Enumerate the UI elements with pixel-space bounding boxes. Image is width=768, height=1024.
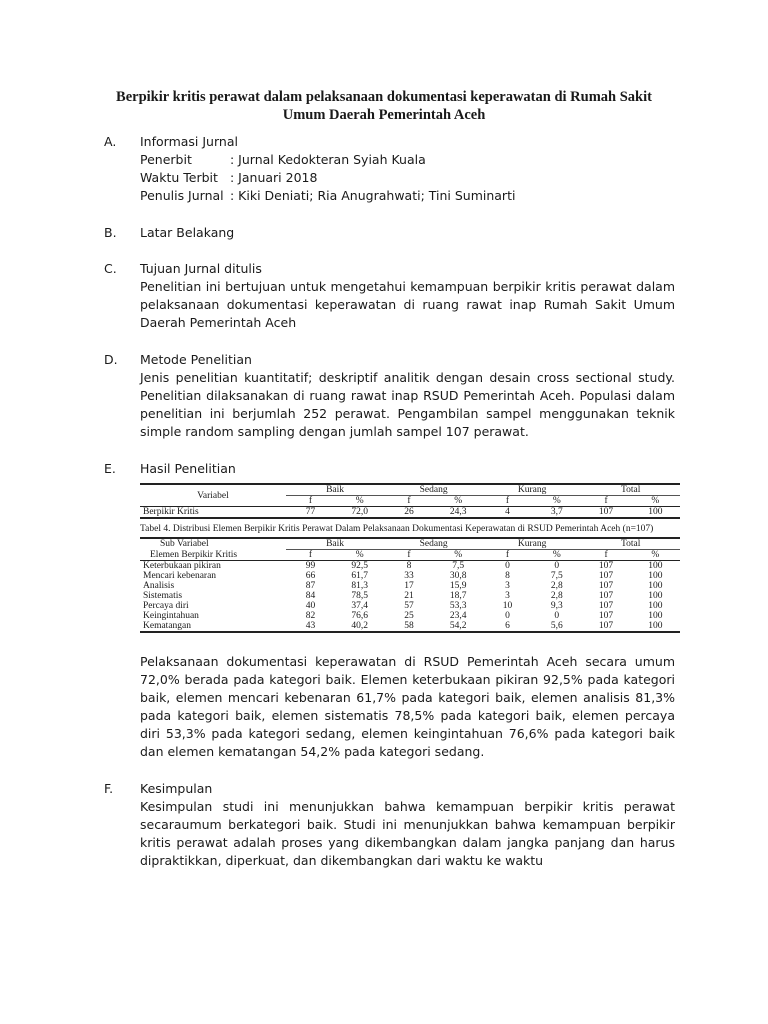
table-cell: 100 (648, 581, 663, 591)
row-label: Sistematis (143, 591, 183, 601)
row-label: Percaya diri (143, 601, 189, 611)
table-cell: 100 (648, 621, 663, 631)
table-cell: 99 (305, 561, 316, 571)
table-cell: 107 (598, 581, 614, 591)
table-cell: 100 (648, 601, 663, 611)
table-cell: 72,0 (351, 507, 369, 517)
sub-header-f: f (483, 550, 532, 561)
table-cell: 81,3 (351, 581, 369, 591)
table-cell: 3 (505, 581, 510, 591)
sub-header-f: f (384, 550, 433, 561)
table-cell: 24,3 (449, 507, 467, 517)
table-cell: 78,5 (351, 591, 369, 601)
table-row (140, 611, 680, 621)
section-letter: C. (104, 261, 117, 276)
table-cell: 43 (305, 621, 316, 631)
table-cell: 15,9 (449, 581, 467, 591)
table-cell: 40 (305, 601, 316, 611)
table-cell: 2,8 (550, 581, 563, 591)
table-cell: 0 (505, 611, 510, 621)
table-cell: 3 (505, 591, 510, 601)
table-row (140, 507, 680, 519)
row-label: Keingintahuan (143, 611, 199, 621)
table-row (140, 591, 680, 601)
section-letter: E. (104, 461, 116, 476)
table-cell: 8 (406, 561, 412, 571)
sub-header-pct: % (434, 550, 483, 561)
table-cell: 5,6 (550, 621, 563, 631)
sub-header-pct: % (335, 496, 384, 507)
table-cell: 100 (648, 507, 663, 517)
table-cell: 87 (305, 581, 316, 591)
table-cell: 76,6 (351, 611, 369, 621)
table-cell: 25 (404, 611, 414, 621)
sub-header-pct: % (631, 496, 680, 507)
title-line-2: Umum Daerah Pemerintah Aceh (282, 107, 486, 123)
table-cell: 21 (404, 591, 414, 601)
section-letter: A. (104, 134, 117, 149)
table-cell: 4 (505, 507, 510, 517)
table-cell: 0 (554, 561, 560, 571)
column-header-variable: Variabel (140, 484, 286, 507)
journal-info (140, 151, 515, 205)
table-cell: 7,5 (452, 561, 465, 571)
elements-table-body (140, 561, 680, 633)
info-key: Waktu Terbit (140, 170, 218, 185)
table-cell: 100 (648, 561, 663, 571)
table-cell: 7,5 (550, 571, 563, 581)
column-header-group: Baik (286, 484, 385, 496)
info-value: : Jurnal Kedokteran Syiah Kuala (230, 152, 426, 167)
table-cell: 107 (598, 621, 614, 631)
table-cell: 100 (648, 591, 663, 601)
row-label: Mencari kebenaran (143, 571, 217, 581)
table-cell: 2,8 (550, 591, 563, 601)
info-row-date (140, 169, 515, 187)
section-letter: D. (104, 352, 118, 367)
table-cell: 0 (505, 561, 510, 571)
table-cell: 37,4 (351, 601, 369, 611)
table-row (140, 601, 680, 611)
table-cell: 107 (598, 561, 614, 571)
sub-header-f: f (581, 550, 630, 561)
sub-header-pct: % (631, 550, 680, 561)
column-header-subvariable: Sub Variabel (160, 539, 209, 550)
column-header-elements: Elemen Berpikir Kritis (140, 550, 286, 561)
table-cell: 33 (404, 571, 414, 581)
info-value: : Januari 2018 (230, 170, 318, 185)
section-paragraph: Kesimpulan studi ini menunjukkan bahwa kemampuan berpikir kritis perawat secaraumum berkategori baik. Studi ini menunjukkan bahwa kemampuan berpikir kritis perawat adalah proses yang dikembangkan dalam jangka panjang dan harus dipraktikkan, diperkuat, dan dikembangkan dari waktu ke waktu (140, 799, 675, 868)
info-row-publisher (140, 151, 515, 169)
table-cell: 23,4 (449, 611, 467, 621)
row-label: Analisis (143, 581, 175, 591)
table-cell: 66 (305, 571, 316, 581)
section-paragraph: Penelitian ini bertujuan untuk mengetahui kemampuan berpikir kritis perawat dalam pelaksanaan dokumentasi keperawatan di ruang rawat inap Rumah Sakit Umum Daerah Pemerintah Aceh (140, 279, 675, 330)
table-cell: 58 (404, 621, 414, 631)
section-heading: Kesimpulan (140, 781, 213, 796)
section-letter: B. (104, 225, 117, 240)
column-header-group: Sedang (384, 484, 483, 496)
results-table-summary (140, 483, 680, 633)
section-heading: Informasi Jurnal (140, 134, 238, 149)
table-cell: 107 (598, 571, 614, 581)
sub-header-f: f (483, 496, 532, 507)
row-label: Keterbukaan pikiran (143, 561, 221, 571)
sub-header-f: f (581, 496, 630, 507)
table-cell: 9,3 (550, 601, 563, 611)
row-label: Berpikir Kritis (143, 507, 199, 517)
info-row-authors (140, 187, 515, 205)
section-paragraph: Jenis penelitian kuantitatif; deskriptif analitik dengan desain cross sectional study. Penelitian dilaksanakan di ruang rawat inap RSUD Pemerintah Aceh. Populasi dalam penelitian ini berjumlah 252 perawat. Pengambilan sampel menggunakan teknik simple random sampling dengan jumlah sampel 107 perawat. (140, 370, 675, 439)
table-row (140, 561, 680, 572)
table-cell: 100 (648, 571, 663, 581)
table-cell: 0 (554, 611, 560, 621)
table-cell: 8 (505, 571, 510, 581)
table-cell: 57 (404, 601, 414, 611)
section-paragraph: Pelaksanaan dokumentasi keperawatan di RSUD Pemerintah Aceh secara umum 72,0% berada pada kategori baik. Elemen keterbukaan pikiran 92,5% pada kategori baik, elemen mencari kebenaran 61,7% pada kategori baik, elemen analisis 81,3% pada kategori baik, elemen sistematis 78,5% pada kategori baik, elemen percaya diri 53,3% pada kategori sedang, elemen keingintahuan 76,6% pada kategori baik dan elemen kematangan 54,2% pada kategori sedang. (140, 654, 675, 759)
column-header-group: Kurang (483, 538, 582, 550)
table-cell: 77 (305, 507, 316, 517)
summary-table (140, 483, 680, 519)
sub-header-pct: % (532, 550, 581, 561)
table-cell: 100 (648, 611, 663, 621)
table-cell: 107 (598, 507, 614, 517)
column-header-group: Total (581, 484, 680, 496)
info-key: Penerbit (140, 152, 192, 167)
document-title (80, 88, 688, 124)
sub-header-pct: % (434, 496, 483, 507)
table-cell: 107 (598, 591, 614, 601)
table-cell: 10 (502, 601, 513, 611)
table-cell: 82 (305, 611, 316, 621)
table-cell: 6 (505, 621, 510, 631)
table-cell: 54,2 (449, 621, 467, 631)
table-cell: 26 (404, 507, 414, 517)
title-line-1: Berpikir kritis perawat dalam pelaksanaan dokumentasi keperawatan di Rumah Sakit (116, 89, 652, 105)
table-cell: 61,7 (351, 571, 369, 581)
column-header-group: Sedang (384, 538, 483, 550)
section-heading: Hasil Penelitian (140, 461, 236, 476)
table-row (140, 621, 680, 632)
table-row (140, 581, 680, 591)
table-row (140, 571, 680, 581)
column-header-group: Kurang (483, 484, 582, 496)
table-cell: 53,3 (449, 601, 467, 611)
sub-header-f: f (384, 496, 433, 507)
table-cell: 3,7 (550, 507, 563, 517)
table-cell: 40,2 (351, 621, 369, 631)
section-heading: Metode Penelitian (140, 352, 252, 367)
table-cell: 18,7 (449, 591, 467, 601)
table-cell: 84 (305, 591, 316, 601)
column-header-group: Baik (286, 538, 385, 550)
table-cell: 30,8 (449, 571, 467, 581)
table-caption: Tabel 4. Distribusi Elemen Berpikir Kritis Perawat Dalam Pelaksanaan Dokumentasi Keperawatan di RSUD Pemerintah Aceh (n=107) (140, 524, 654, 534)
table-cell: 107 (598, 611, 614, 621)
info-key: Penulis Jurnal (140, 188, 224, 203)
elements-table (140, 537, 680, 633)
sub-header-pct: % (532, 496, 581, 507)
table-cell: 17 (404, 581, 414, 591)
section-heading: Tujuan Jurnal ditulis (140, 261, 262, 276)
table-cell: 92,5 (351, 561, 369, 571)
info-value: : Kiki Deniati; Ria Anugrahwati; Tini Suminarti (230, 188, 516, 203)
sub-header-pct: % (335, 550, 384, 561)
section-letter: F. (104, 781, 114, 796)
row-label: Kematangan (143, 621, 192, 631)
table-cell: 107 (598, 601, 614, 611)
sub-header-f: f (286, 496, 335, 507)
sub-header-f: f (286, 550, 335, 561)
column-header-group: Total (581, 538, 680, 550)
section-heading: Latar Belakang (140, 225, 235, 240)
